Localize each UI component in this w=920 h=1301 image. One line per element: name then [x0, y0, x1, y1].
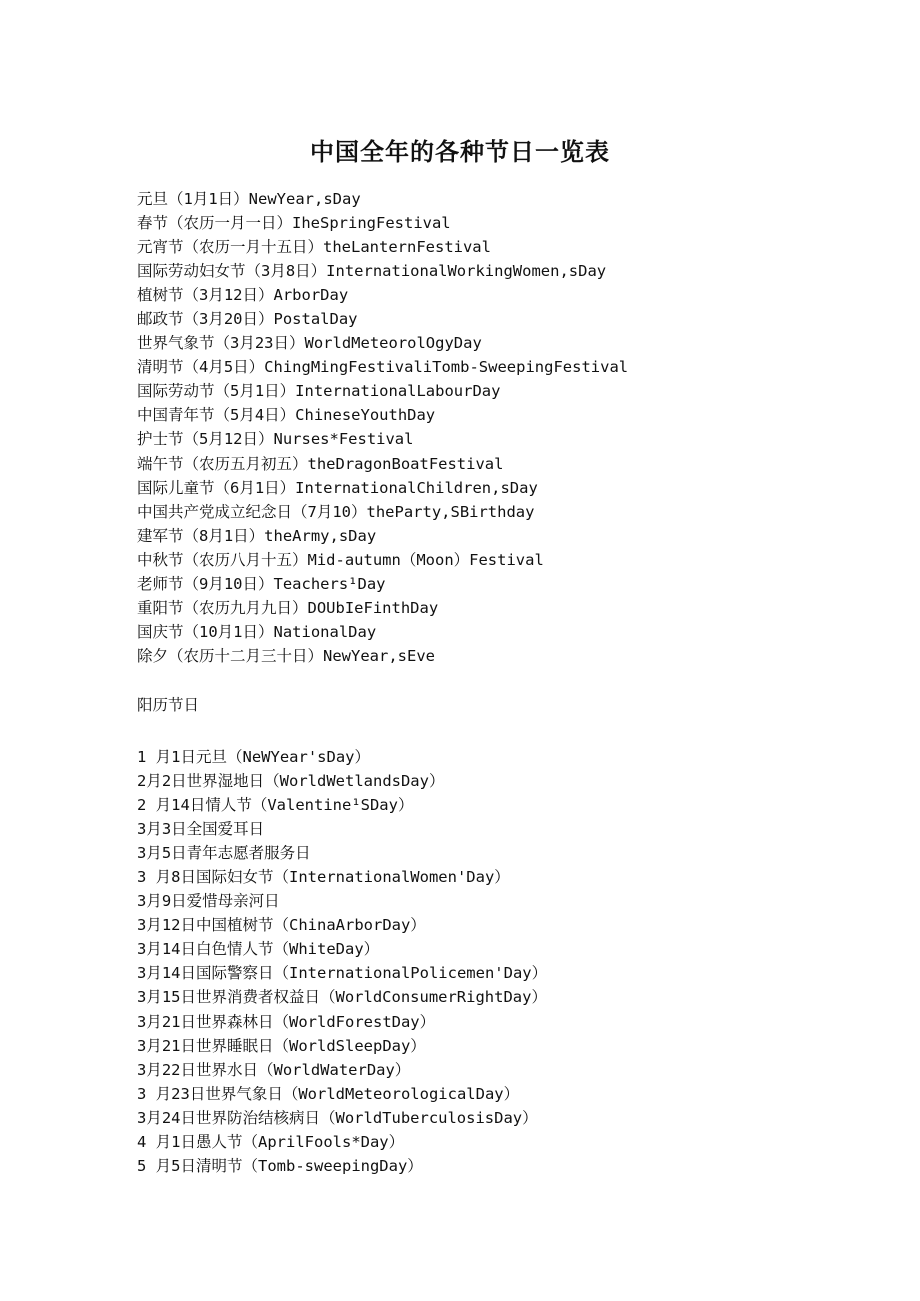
festival-item: 植树节（3月12日）ArborDay [137, 286, 349, 305]
festival-item: 春节（农历一月一日）IheSpringFestival [137, 214, 451, 233]
solar-festival-item: 3月14日国际警察日（InternationalPolicemen'Day） [137, 964, 548, 983]
festival-item: 国际劳动节（5月1日）InternationalLabourDay [137, 382, 501, 401]
festival-list [137, 187, 857, 668]
solar-festival-item: 3月14日白色情人节（WhiteDay） [137, 940, 380, 959]
festival-item: 国际劳动妇女节（3月8日）InternationalWorkingWomen,sDay [137, 262, 607, 281]
solar-festival-item: 3 月23日世界气象日（WorldMeteorologicalDay） [137, 1084, 520, 1103]
solar-festival-list [137, 745, 857, 1178]
solar-festival-item: 3月21日世界森林日（WorldForestDay） [137, 1012, 436, 1031]
festival-item: 国际儿童节（6月1日）InternationalChildren,sDay [137, 478, 538, 497]
festival-item: 中国青年节（5月4日）ChineseYouthDay [137, 406, 436, 425]
solar-festival-item: 2月2日世界湿地日（WorldWetlandsDay） [137, 772, 445, 791]
festival-item: 元宵节（农历一月十五日）theLanternFestival [137, 238, 491, 257]
festival-item: 中国共产党成立纪念日（7月10）theParty,SBirthday [137, 502, 535, 521]
solar-festivals-heading: 阳历节日 [137, 696, 200, 714]
festival-item: 世界气象节（3月23日）WorldMeteorolOgyDay [137, 334, 482, 353]
solar-festival-item: 3 月8日国际妇女节（InternationalWomen'Day） [137, 868, 510, 887]
solar-festival-item: 3月24日世界防治结核病日（WorldTuberculosisDay） [137, 1108, 538, 1127]
festival-item: 重阳节（农历九月九日）DOUbIeFinthDay [137, 598, 439, 617]
solar-festival-item: 4 月1日愚人节（AprilFools*Day） [137, 1132, 405, 1151]
festival-item: 除夕（农历十二月三十日）NewYear,sEve [137, 646, 435, 665]
solar-festival-item: 3月12日中国植树节（ChinaArborDay） [137, 916, 426, 935]
solar-festival-item: 3月9日爱惜母亲河日 [137, 892, 280, 911]
festival-item: 中秋节（农历八月十五）Mid-autumn（Moon）Festival [137, 550, 544, 569]
solar-festival-item: 5 月5日清明节（Tomb-sweepingDay） [137, 1156, 423, 1175]
festival-item: 国庆节（10月1日）NationalDay [137, 622, 377, 641]
document-title: 中国全年的各种节日一览表 [310, 137, 610, 167]
solar-festival-item: 1 月1日元旦（NeWYear'sDay） [137, 748, 370, 766]
festival-item: 清明节（4月5日）ChingMingFestivaliTomb-SweepingFestival [137, 358, 629, 377]
festival-item: 建军节（8月1日）theArmy,sDay [137, 526, 377, 545]
solar-festival-item: 3月15日世界消费者权益日（WorldConsumerRightDay） [137, 988, 547, 1007]
festival-item: 老师节（9月10日）Teachers¹Day [137, 574, 386, 593]
solar-festival-item: 3月5日青年志愿者服务日 [137, 844, 311, 863]
festival-item: 邮政节（3月20日）PostalDay [137, 310, 358, 329]
festival-item: 护士节（5月12日）Nurses*Festival [137, 430, 414, 449]
festival-item: 端午节（农历五月初五）theDragonBoatFestival [137, 454, 504, 473]
festival-item: 元旦（1月1日）NewYear,sDay [137, 190, 361, 208]
solar-festival-item: 3月3日全国爱耳日 [137, 820, 265, 839]
solar-festival-item: 3月21日世界睡眠日（WorldSleepDay） [137, 1036, 426, 1055]
solar-festival-item: 3月22日世界水日（WorldWaterDay） [137, 1060, 411, 1079]
solar-festival-item: 2 月14日情人节（Valentine¹SDay） [137, 796, 414, 815]
